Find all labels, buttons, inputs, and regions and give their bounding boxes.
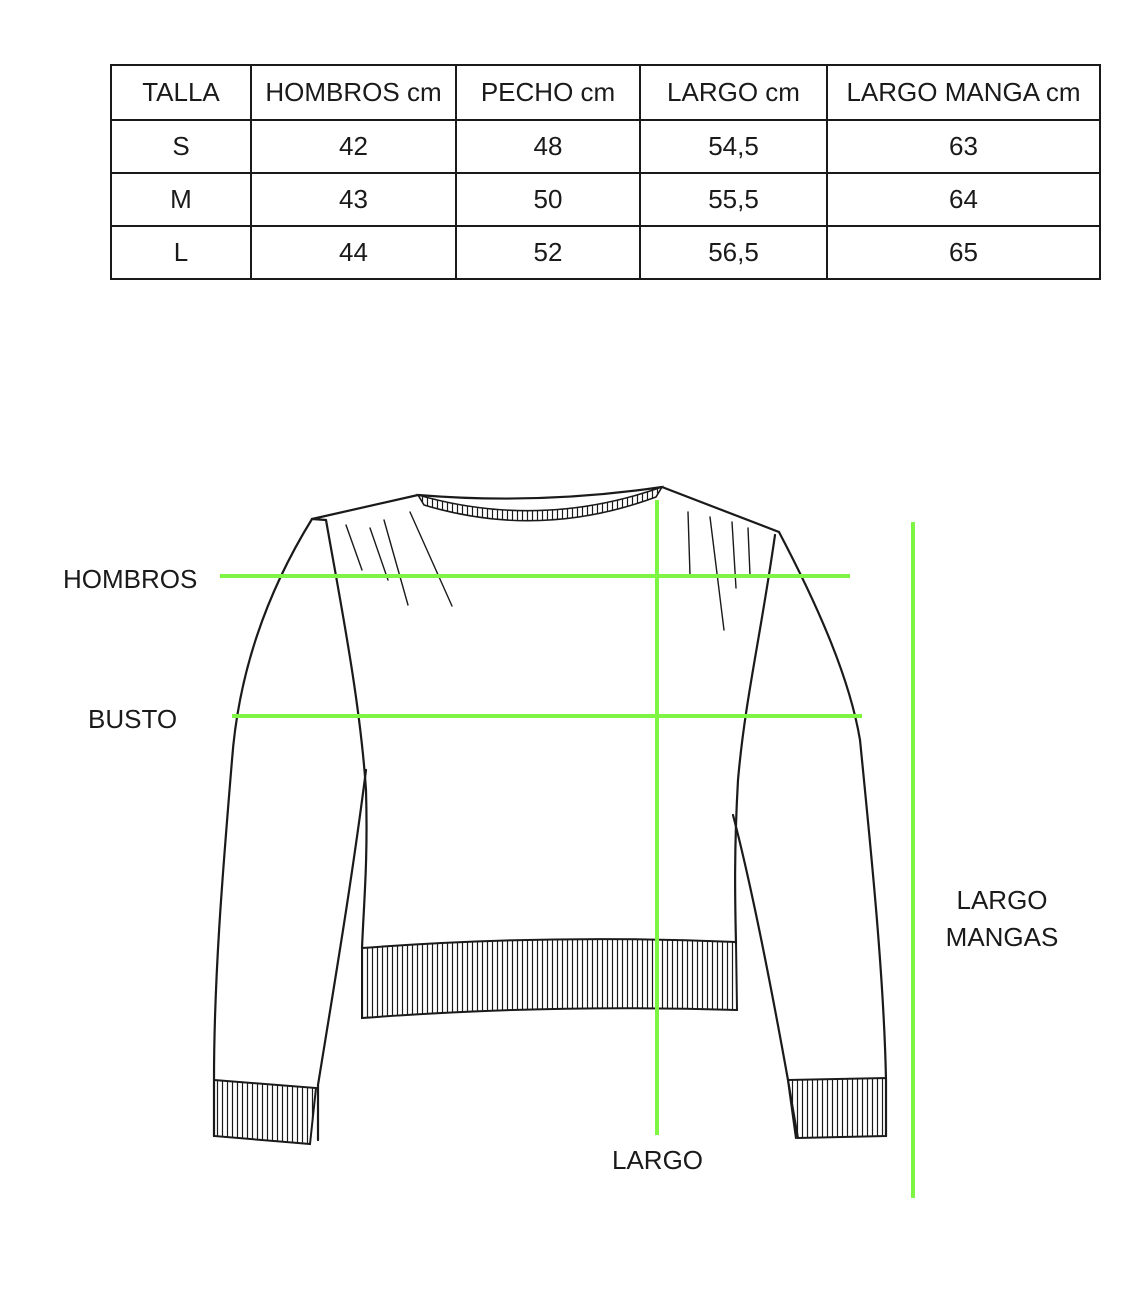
- header-largo: LARGO cm: [640, 65, 827, 120]
- cell-hombros: 42: [251, 120, 456, 173]
- right-cuff: [788, 1078, 886, 1138]
- cell-hombros: 43: [251, 173, 456, 226]
- right-sleeve-inner: [733, 815, 796, 1138]
- sweater-outline: [214, 487, 886, 1140]
- cell-largo: 54,5: [640, 120, 827, 173]
- cell-largo-manga: 65: [827, 226, 1100, 279]
- left-body-side: [326, 520, 367, 948]
- cell-size: S: [111, 120, 251, 173]
- largo-label: LARGO: [612, 1145, 704, 1175]
- cell-pecho: 48: [456, 120, 640, 173]
- header-largo-manga: LARGO MANGA cm: [827, 65, 1100, 120]
- cell-size: M: [111, 173, 251, 226]
- cell-largo-manga: 64: [827, 173, 1100, 226]
- header-pecho: PECHO cm: [456, 65, 640, 120]
- largo-mangas-label-line1: LARGO: [956, 885, 1048, 915]
- left-sleeve-inner: [318, 770, 366, 1140]
- cell-hombros: 44: [251, 226, 456, 279]
- hombros-label: HOMBROS: [63, 564, 198, 594]
- drape-lines: [346, 512, 750, 630]
- header-hombros: HOMBROS cm: [251, 65, 456, 120]
- waistband: [362, 939, 737, 1018]
- busto-label: BUSTO: [88, 704, 178, 734]
- cell-size: L: [111, 226, 251, 279]
- cell-largo-manga: 63: [827, 120, 1100, 173]
- right-sleeve-outer: [779, 532, 886, 1136]
- left-shoulder-point: [312, 519, 326, 520]
- cell-largo: 55,5: [640, 173, 827, 226]
- cell-pecho: 52: [456, 226, 640, 279]
- largo-mangas-label-line2: MANGAS: [945, 922, 1059, 952]
- cell-pecho: 50: [456, 173, 640, 226]
- header-talla: TALLA: [111, 65, 251, 120]
- left-sleeve-outer: [214, 519, 312, 1136]
- cell-largo: 56,5: [640, 226, 827, 279]
- left-cuff: [214, 1080, 316, 1144]
- right-body-side: [735, 535, 775, 944]
